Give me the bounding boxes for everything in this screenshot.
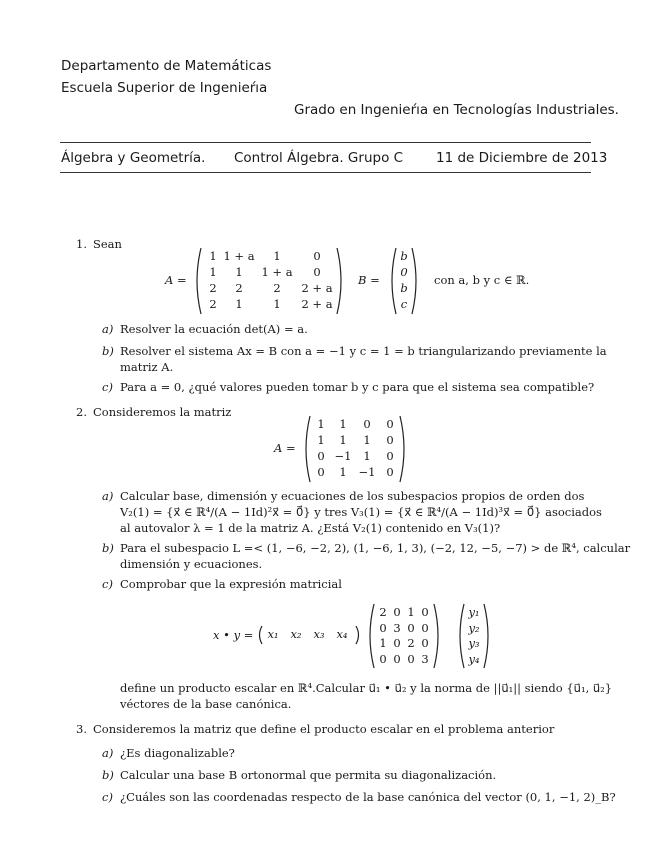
matrix-cell: 2 — [209, 297, 217, 311]
matrix-cell: 0 — [421, 605, 429, 619]
matrix-cell: 0 — [421, 620, 429, 635]
matrix-cell: 0 — [407, 651, 415, 666]
p1-a-label: a) — [102, 322, 114, 336]
matrix-cell: 1 — [363, 433, 371, 447]
degree: Grado en Ingenieŕıa en Tecnologías Industriales. — [294, 102, 619, 118]
vector-cell: b — [400, 249, 408, 263]
matrix-cell: −1 — [358, 465, 376, 479]
department: Departamento de Matemáticas — [61, 58, 272, 74]
vector-cell: x₄ — [336, 627, 348, 641]
matrix-cell: 0 — [393, 605, 401, 619]
p1-b-text2: matriz A. — [120, 360, 174, 374]
matrix-cell: 1 — [273, 249, 281, 263]
matrix-cell: 3 — [393, 620, 401, 635]
matrix-cell: 2 — [273, 281, 281, 295]
subject: Álgebra y Geometría. — [61, 150, 206, 166]
vector-cell: y₄ — [468, 651, 480, 666]
vector-cell: y₁ — [468, 605, 480, 619]
matrix-cell: 1 — [379, 636, 387, 650]
header-rule — [60, 172, 591, 173]
matrix-cell: 2 — [235, 281, 243, 295]
matrix-cell: 2 + a — [301, 297, 333, 311]
matrix-cell: 0 — [317, 465, 325, 479]
matrix-cell: 0 — [421, 636, 429, 650]
vector-cell: x₂ — [290, 627, 302, 641]
p2-b-line1: Para el subespacio L =< (1, −6, −2, 2), (1, −6, 1, 3), (−2, 12, −5, −7) > de ℝ⁴, calcular — [120, 541, 631, 555]
matrix-cell: 0 — [393, 651, 401, 666]
p1-b-label: b) — [102, 344, 114, 358]
p3-b-text: Calcular una base B ortonormal que permita su diagonalización. — [120, 768, 497, 782]
vector-cell: x₁ — [267, 627, 279, 641]
p2-matrix-M — [366, 602, 442, 670]
p1-tail: con a, b y c ∈ ℝ. — [434, 273, 530, 287]
matrix-cell: 1 — [317, 433, 325, 447]
matrix-cell: 1 — [339, 417, 347, 431]
matrix-cell: 1 — [339, 433, 347, 447]
p1-b-text: Resolver el sistema Ax = B con a = −1 y c = 1 = b triangularizando previamente la — [120, 344, 607, 358]
p1-vector-B — [388, 246, 420, 316]
matrix-cell: 0 — [379, 651, 387, 666]
vector-cell: 0 — [400, 265, 408, 279]
vector-cell: x₃ — [313, 627, 325, 641]
p3-a-label: a) — [102, 746, 114, 760]
p3-c-text: ¿Cuáles son las coordenadas respecto de la base canónica del vector (0, 1, −1, 2)_B? — [120, 790, 616, 804]
p2-a-line2: V₂(1) = {x⃗ ∈ ℝ⁴/(A − 1Id)²x⃗ = 0⃗} y tres V₃(1) = {x⃗ ∈ ℝ⁴/(A − 1Id)³x⃗ = 0⃗} asociados — [120, 505, 602, 519]
p1-A-label: A = — [165, 273, 187, 287]
matrix-cell: 1 — [209, 249, 217, 263]
exam-title: Control Álgebra. Grupo C — [234, 150, 404, 166]
p2-a-line3: al autovalor λ = 1 de la matriz A. ¿Está V₂(1) contenido en V₃(1)? — [120, 521, 501, 535]
p1-matrix-A — [193, 246, 345, 316]
matrix-cell: 1 — [339, 465, 347, 479]
p1-c-label: c) — [102, 380, 113, 394]
exam-date: 11 de Diciembre de 2013 — [436, 150, 608, 166]
p2-a-line1: Calcular base, dimensión y ecuaciones de los subespacios propios de orden dos — [120, 489, 585, 503]
matrix-cell: 1 + a — [261, 265, 293, 279]
p2-b-line2: dimensión y ecuaciones. — [120, 557, 263, 571]
matrix-cell: 0 — [386, 449, 394, 463]
matrix-cell: 1 — [209, 265, 217, 279]
p2-c-line2: define un producto escalar en ℝ⁴.Calcular u⃗₁ • u⃗₂ y la norma de ||u⃗₁|| siendo {u⃗₁, u⃗₂} — [120, 681, 613, 695]
p2-c-line1: Comprobar que la expresión matricial — [120, 577, 342, 591]
p1-number: 1. — [76, 237, 87, 251]
p2-c-line3: véctores de la base canónica. — [120, 697, 292, 711]
matrix-cell: 0 — [317, 449, 325, 463]
p1-intro: Sean — [93, 237, 122, 251]
matrix-cell: 2 — [407, 636, 415, 650]
vector-cell: c — [400, 297, 408, 311]
top-rule — [60, 142, 591, 143]
matrix-cell: 0 — [407, 620, 415, 635]
matrix-cell: 3 — [421, 651, 429, 666]
matrix-cell: 0 — [363, 417, 371, 431]
matrix-cell: 2 + a — [301, 281, 333, 295]
p2-intro: Consideremos la matriz — [93, 405, 232, 419]
matrix-cell: 1 — [235, 297, 243, 311]
vector-cell: y₂ — [468, 620, 480, 635]
school: Escuela Superior de Ingenieŕıa — [61, 80, 268, 96]
p2-A-label: A = — [274, 441, 296, 455]
matrix-cell: 1 — [317, 417, 325, 431]
p3-number: 3. — [76, 722, 87, 736]
vector-cell: b — [400, 281, 408, 295]
p3-b-label: b) — [102, 768, 114, 782]
matrix-cell: 0 — [393, 636, 401, 650]
p2-number: 2. — [76, 405, 87, 419]
matrix-cell: 1 — [273, 297, 281, 311]
p2-product-lhs: x • y = — [213, 628, 254, 642]
p1-a-text: Resolver la ecuación det(A) = a. — [120, 322, 308, 336]
p2-b-label: b) — [102, 541, 114, 555]
p3-a-text: ¿Es diagonalizable? — [120, 746, 235, 760]
matrix-cell: 0 — [313, 249, 321, 263]
p1-B-label: B = — [358, 273, 380, 287]
matrix-cell: 1 — [407, 605, 415, 619]
matrix-cell: 1 — [235, 265, 243, 279]
matrix-cell: 0 — [386, 465, 394, 479]
p2-matrix-A — [302, 414, 408, 484]
matrix-cell: 2 — [209, 281, 217, 295]
matrix-cell: 1 — [363, 449, 371, 463]
p2-y-col-vector — [456, 602, 492, 670]
p2-c-label: c) — [102, 577, 113, 591]
matrix-cell: 2 — [379, 605, 387, 619]
matrix-cell: −1 — [334, 449, 352, 463]
matrix-cell: 0 — [386, 417, 394, 431]
p2-a-label: a) — [102, 489, 114, 503]
p1-c-text: Para a = 0, ¿qué valores pueden tomar b y c para que el sistema sea compatible? — [120, 380, 595, 394]
p3-c-label: c) — [102, 790, 113, 804]
p3-intro: Consideremos la matriz que define el producto escalar en el problema anterior — [93, 722, 555, 736]
matrix-cell: 0 — [379, 620, 387, 635]
matrix-cell: 0 — [386, 433, 394, 447]
matrix-cell: 1 + a — [223, 249, 255, 263]
p2-x-row-vector — [256, 624, 362, 646]
matrix-cell: 0 — [313, 265, 321, 279]
vector-cell: y₃ — [468, 636, 480, 650]
